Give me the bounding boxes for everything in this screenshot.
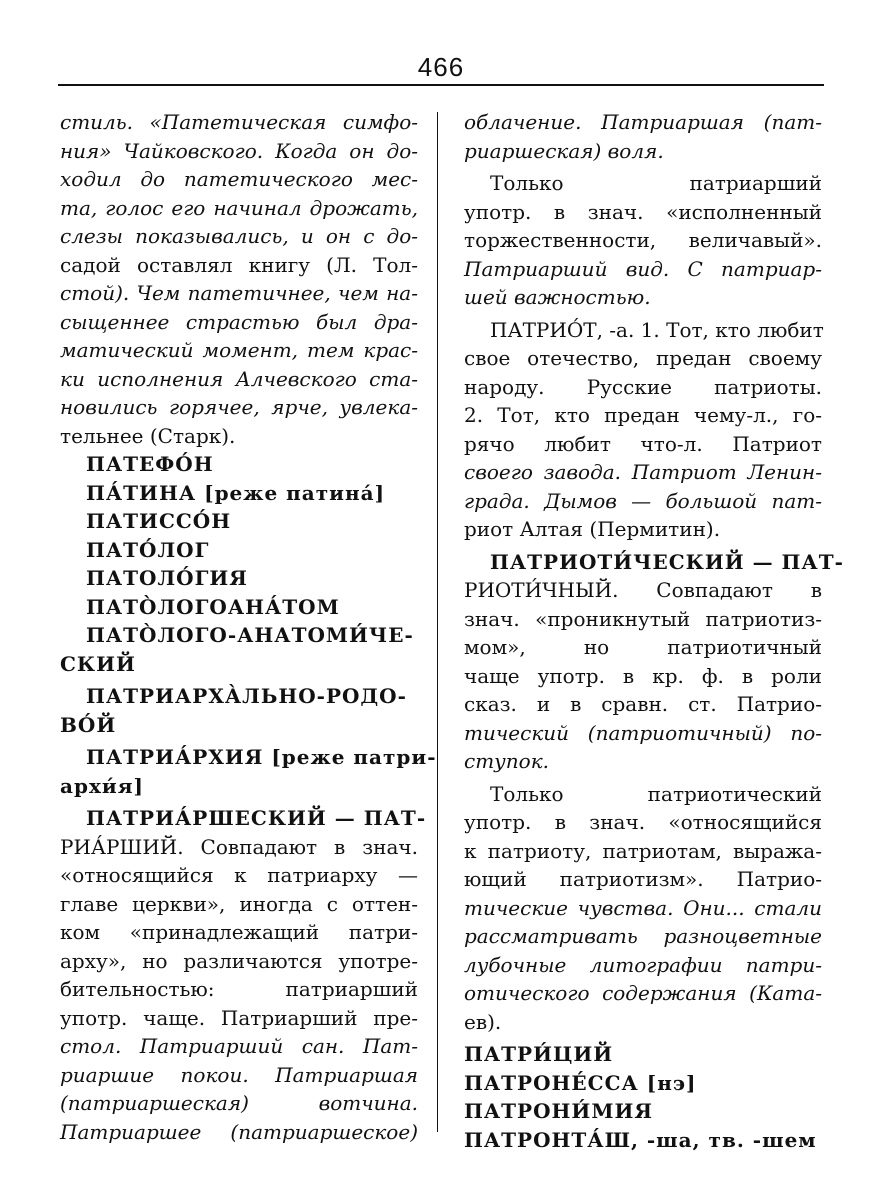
text-line: тические чувства. Они... стали [464, 895, 822, 920]
headword: ПАТРОНЕ́ССА [нэ] [464, 1070, 697, 1095]
text-line: свое отечество, предан своему [464, 346, 822, 370]
text-line: риот Алтая (Пермитин). [464, 517, 721, 541]
headword: ПАТРИАРХА̀ЛЬНО-РОДО- [86, 684, 407, 708]
text-line: ющий патриотизм». Патрио- [464, 867, 822, 891]
text-line: ком «принадлежащий патри- [60, 920, 418, 944]
headword: ПАТРИОТИ́ЧЕСКИЙ — ПАТ- [490, 549, 844, 574]
text-line: ходил до патетического мес- [60, 167, 418, 191]
headword: ПАТО̀ЛОГО-АНАТОМИ́ЧЕ- [86, 623, 414, 647]
left-column [60, 108, 437, 1146]
text-line: Только патриотический [490, 781, 822, 806]
text-line: Патриарший вид. С патриар- [464, 256, 822, 281]
headword: ПАТО̀ЛОГОАНА́ТОМ [86, 594, 340, 619]
headword: ПАТРИА́РШЕСКИЙ — ПАТ- [86, 806, 427, 830]
headword-line: ПАТРИО́Т, -а. 1. Тот, кто любит [490, 317, 824, 342]
text-line: ев). [464, 1009, 502, 1034]
right-column [464, 108, 844, 1154]
text-line: народу. Русские патриоты. [464, 374, 822, 399]
text-line: новились горячее, ярче, увлека- [60, 395, 418, 419]
text-line: арху», но различаются употре- [60, 948, 418, 973]
headword: ПАТИССО́Н [86, 509, 232, 533]
text-line: тельнее (Старк). [60, 423, 236, 448]
text-line: ступок. [464, 749, 549, 773]
headword: ПАТРОНТА́Ш, -ша, тв. -шем [464, 1127, 817, 1152]
header-rule [58, 84, 824, 86]
headword: архи́я] [60, 773, 144, 798]
text-line: РИОТИ́ЧНЫЙ. Совпадают в [464, 578, 822, 602]
text-line: Только патриарший [490, 171, 822, 195]
text-line: главе церкви», иногда с оттен- [60, 891, 418, 916]
text-line: та, голос его начинал дрожать, [60, 195, 418, 220]
text-line: своего завода. Патриот Ленин- [464, 460, 822, 484]
text-line: града. Дымов — большой пат- [464, 488, 822, 513]
text-line: тический (патриотичный) по- [464, 720, 822, 745]
text-line: 2. Тот, кто предан чему-л., го- [464, 403, 822, 427]
text-line: стиль. «Патетическая симфо- [60, 110, 418, 134]
headword: ПА́ТИНА [реже патина́] [86, 480, 386, 505]
text-line: риаршие покои. Патриаршая [60, 1062, 418, 1087]
column-divider [437, 112, 438, 1132]
text-line: употр. в знач. «исполненный [464, 199, 822, 224]
text-line: стол. Патриарший сан. Пат- [60, 1034, 418, 1058]
text-line: лубочные литографии патри- [464, 952, 822, 977]
text-line: к патриоту, патриотам, выража- [464, 838, 822, 863]
text-line: употр. чаще. Патриарший пре- [60, 1005, 418, 1030]
headword: ВО́Й [60, 712, 117, 737]
text-line: рячо любит что-л. Патриот [464, 431, 822, 456]
text-line: слезы показывались, и он с до- [60, 224, 418, 248]
text-line: (патриаршеская) вотчина. [60, 1091, 418, 1115]
text-line: рассматривать разноцветные [464, 924, 822, 948]
text-line: РИА́РШИЙ. Совпадают в знач. [60, 834, 418, 859]
text-line: Патриаршее (патриаршеское) [60, 1119, 418, 1144]
text-line: знач. «проникнутый патриотиз- [464, 606, 822, 631]
page-number: 466 [417, 52, 465, 82]
text-line: бительностью: патриарший [60, 977, 418, 1001]
text-line: сыщеннее страстью был дра- [60, 309, 418, 334]
headword: СКИЙ [60, 651, 136, 676]
text-line: садой оставлял книгу (Л. Тол- [60, 252, 418, 277]
text-line: риаршеская) воля. [464, 138, 664, 163]
text-line: употр. в знач. «относящийся [464, 810, 822, 834]
headword: ПАТРОНИ́МИЯ [464, 1099, 653, 1123]
text-line: шей важностью. [464, 285, 651, 309]
headword: ПАТЕФО́Н [86, 452, 214, 476]
headword: ПАТРИ́ЦИЙ [464, 1042, 614, 1066]
headword: ПАТО́ЛОГ [86, 537, 210, 562]
text-line: торжественности, величавый». [464, 228, 822, 252]
text-line: «относящийся к патриарху — [60, 863, 418, 887]
text-line: ки исполнения Алчевского ста- [60, 366, 418, 391]
headword: ПАТОЛО́ГИЯ [86, 566, 248, 590]
text-line: ния» Чайковского. Когда он до- [60, 138, 418, 163]
text-line: отического содержания (Ката- [464, 981, 822, 1005]
text-line: чаще употр. в кр. ф. в роли [464, 663, 822, 688]
text-line: мом», но патриотичный [464, 635, 822, 659]
text-line: сказ. и в сравн. ст. Патрио- [464, 692, 822, 716]
headword: ПАТРИА́РХИЯ [реже патри- [86, 745, 437, 769]
text-line: стой). Чем патетичнее, чем на- [60, 281, 418, 305]
text-line: матический момент, тем крас- [60, 338, 418, 362]
text-line: облачение. Патриаршая (пат- [464, 110, 822, 134]
